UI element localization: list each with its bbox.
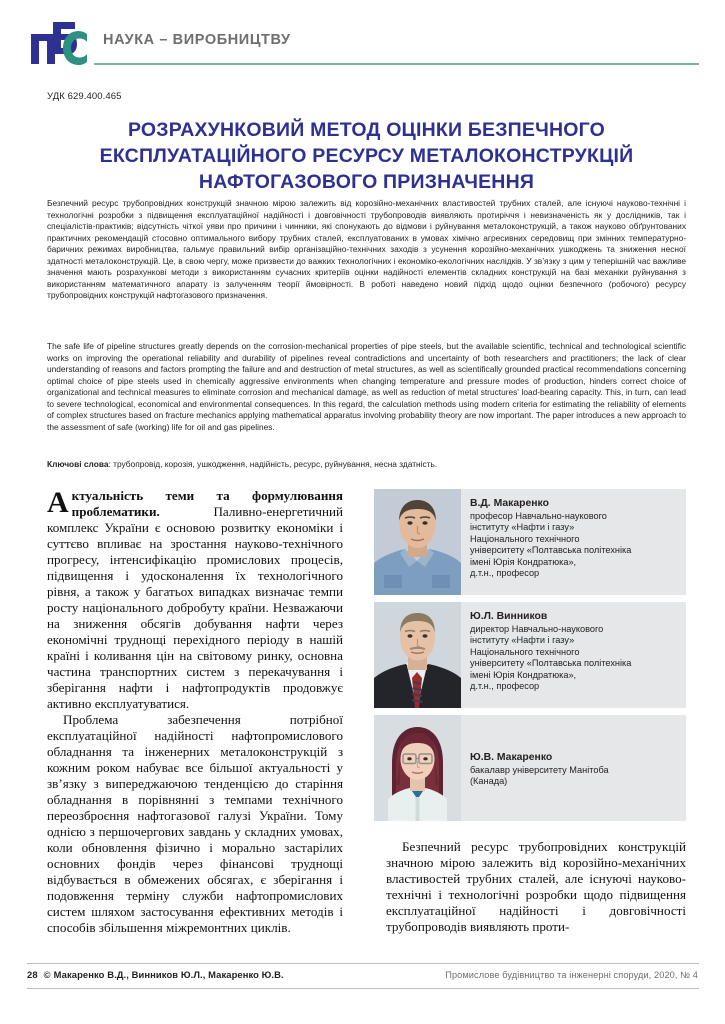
- keywords-label: Ключові слова: [47, 459, 109, 469]
- author-role-line: (Канада): [470, 776, 508, 787]
- author-role-line: бакалавр університету Манітоба: [470, 765, 609, 775]
- author-card: [374, 602, 686, 708]
- footer-authors: Макаренко В.Д., Винников Ю.Л., Макаренко Ю.В.: [53, 969, 284, 980]
- author-name: Ю.В. Макаренко: [470, 752, 553, 763]
- author-role-line: інституту «Нафти і газу»: [470, 635, 575, 646]
- author-info: [461, 715, 686, 821]
- author-card: [374, 715, 686, 821]
- author-photo-vynnykov-yl: [374, 602, 461, 708]
- author-name: Ю.Л. Винников: [470, 611, 548, 622]
- footer-left: [27, 969, 284, 980]
- footer-journal-info: Промислове будівництво та інженерні споруди, 2020, № 4: [445, 970, 698, 980]
- section-heading-inline: ктуальність теми та формулювання проблематики.: [71, 488, 343, 519]
- drop-cap: А: [47, 486, 69, 519]
- author-role-line: університету «Полтавська політехніка: [470, 658, 632, 669]
- body-paragraph-right: Безпечний ресурс трубопровідних конструкцій значною мірою залежить від корозійно-механічних властивостей трубних сталей, але існуючі науково-технічні і технологічні розробки щодо підвищення експлуатаційної надійності і довговічності трубопроводів виявляють проти-: [386, 839, 686, 934]
- body-column-right: [386, 839, 686, 935]
- author-role-line: д.т.н., професор: [470, 568, 540, 579]
- pbs-logo-icon: [29, 20, 91, 66]
- body-paragraph-1: [47, 488, 343, 712]
- copyright-icon: ©: [43, 969, 51, 980]
- body-paragraph-1-text: Паливно-енергетичний комплекс України є основою розвитку економіки і суттєво впливає на зростання науково-технічного прогресу, інтенсифікацію промислових процесів, підвищення і удосконалення їх технологічного рівня, а також у багатьох випадках визначає темпи росту національного добробуту країни. Незважаючи на зниження обсягів добування нафти через економічні труднощі перехідного періоду в нашій країні і коливання цін на світовому ринку, основна частина транспортних систем з перекачування і зберігання нафти і нафтопродуктів продовжує активно експлуатуватися.: [47, 504, 343, 711]
- authors-list: [374, 489, 686, 828]
- header-divider: [94, 63, 699, 65]
- abstract-ukrainian: Безпечний ресурс трубопровідних конструкцій значною мірою залежить від корозійно-механічних властивостей трубних сталей, але існуючі науково-технічні і технологічні розробки з підвищення експлуатаційної надійності і довговічності трубопроводів виявляють протиріччя і невизначеність як у дослідників, так і спеціалістів-практиків; відсутність чіткої уяви про причини і чинники, які спонукають до відмови і руйнування металоконструкцій, а також науково обґрунтованих практичних рекомендацій стосовно оптимального вибору трубних сталей, експлуатованих в умовах хімічно агресивних середовищ при змінних температурно-баричних режимах виробництва, гальмує правильний вибір організаційно-технічних заходів з усунення корозійно-механічних ушкоджень та зниження несної здатності металоконструкцій. Це, в свою чергу, може призвести до важких технологічних і економіко-екологічних наслідків. У зв’язку з цим у теперішній час важливе значення мають розрахункові методи з використанням сучасних критеріїв оцінки надійності елементів складних конструкцій на базі механіки руйнування з використанням математичного апарату із залученням теорії ймовірності. В роботі наведено новий підхід щодо оцінки безпечного (робочого) ресурсу трубопровідних конструкцій нафтогазового призначення.: [47, 198, 686, 301]
- author-role-line: Національного технічного: [470, 646, 580, 657]
- page-masthead: [0, 0, 725, 76]
- author-role-line: Національного технічного: [470, 533, 580, 544]
- author-photo-makarenko-yv: [374, 715, 461, 821]
- abstract-english: The safe life of pipeline structures greatly depends on the corrosion-mechanical properties of pipe steels, but the available scientific, technical and technological scientific works on improving the operational reliability and durability of pipelines reveal contradictions and uncertainty of both researchers and practitioners; the lack of clear understanding of reasons and factors prompting the failure and and destruction of metal structures, as well as scientifically grounded practical recommendations concerning optimal choice of pipe steels used in chemically aggressive environments when changing temperature and pressure modes of production, hinders correct choice of organizational and technical measures to eliminate corrosion and mechanical damage, as well as reduction of metal structures' load-bearing capacity. This, in turn, can lead to severe technological, economical and environmental consequences. In this regard, the calculation methods using modern criteria for estimating the reliability of elements of complex structures based on fracture mechanics applying mathematical apparatus involving probability theory are now important. The paper introduces a new approach to the assessment of safe (working) life for oil and gas pipelines.: [47, 341, 686, 432]
- author-role-line: професор Навчально-наукового: [470, 511, 607, 521]
- keywords-line: [47, 459, 686, 471]
- title-line-3: НАФТОГАЗОВОГО ПРИЗНАЧЕННЯ: [198, 171, 535, 194]
- keywords-value: : трубопровід, корозія, ушкодження, надійність, ресурс, руйнування, несна здатність.: [108, 459, 438, 469]
- author-info: [461, 489, 686, 595]
- page-number: 28: [27, 969, 38, 980]
- author-role-line: директор Навчально-наукового: [470, 624, 604, 634]
- author-photo-makarenko-vd: [374, 489, 461, 595]
- title-line-1: РОЗРАХУНКОВИЙ МЕТОД ОЦІНКИ БЕЗПЕЧНОГО: [127, 119, 606, 142]
- footer-divider-bottom: [27, 988, 699, 989]
- author-info: [461, 602, 686, 708]
- author-role-line: університету «Полтавська політехніка: [470, 545, 632, 556]
- section-kicker: НАУКА – ВИРОБНИЦТВУ: [103, 32, 291, 48]
- udc-code: УДК 629.400.465: [47, 91, 122, 102]
- title-line-2: ЕКСПЛУАТАЦІЙНОГО РЕСУРСУ МЕТАЛОКОНСТРУКЦІЙ: [99, 145, 634, 168]
- author-role-line: інституту «Нафти і газу»: [470, 522, 575, 533]
- author-role-line: імені Юрія Кондратюка»,: [470, 556, 577, 567]
- footer-divider-top: [27, 963, 699, 964]
- body-column-left: [47, 488, 343, 936]
- author-card: [374, 489, 686, 595]
- author-role-line: д.т.н., професор: [470, 681, 540, 692]
- author-name: В.Д. Макаренко: [470, 498, 549, 509]
- page-title: [47, 117, 686, 195]
- body-paragraph-2: Проблема забезпечення потрібної експлуатаційної надійності нафтопромислового обладнання та інженерних металоконструкцій з кожним роком набуває все більшої актуальності у зв’язку з випереджаючою тенденцією до старіння обладнання в порівнянні з темпами технічного переозброєння нафтогазової галузі України. Тому однією з першочергових завдань у складних умовах, коли обновлення фізично і морально застарілих основних фондів через фінансові труднощі відбувається в обмежених обсягах, є зберігання і подовження терміну служби нафтопромислових систем шляхом застосування ефективних методів і способів збільшення міжремонтних циклів.: [47, 712, 343, 935]
- author-role-line: імені Юрія Кондратюка»,: [470, 669, 577, 680]
